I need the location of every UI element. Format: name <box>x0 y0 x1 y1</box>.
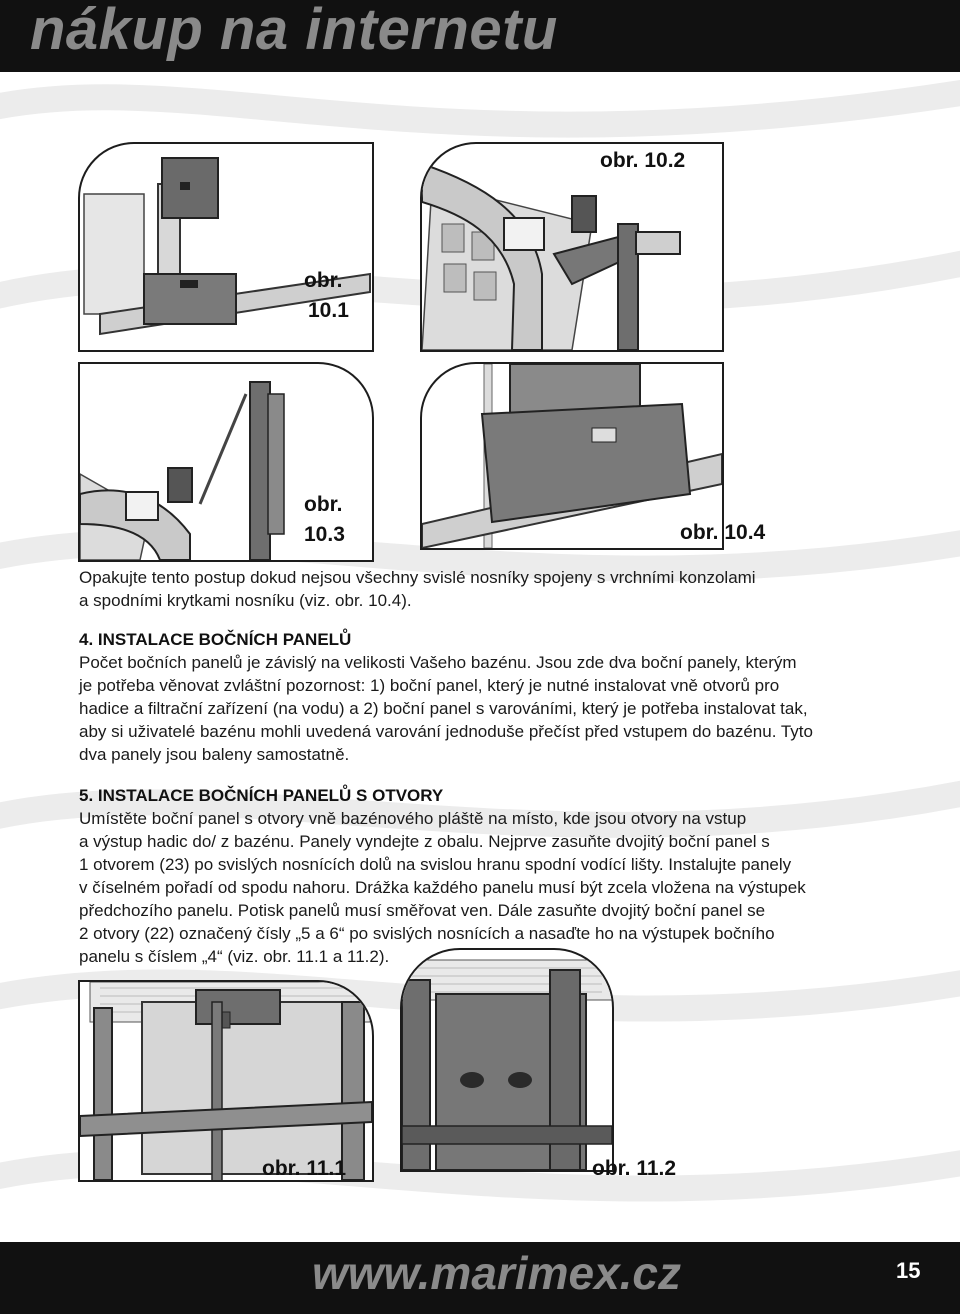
text-line: je potřeba věnovat zvláštní pozornost: 1) boční panel, který je nutné instalovat vně otvorů pro <box>79 676 780 695</box>
figure-11-1 <box>78 980 374 1182</box>
text-line: Opakujte tento postup dokud nejsou všechny svislé nosníky spojeny s vrchními konzolami <box>79 568 756 587</box>
text-line: předchozího panelu. Potisk panelů musí směřovat ven. Dále zasuňte dvojitý boční panel se <box>79 901 766 920</box>
text-line: dva panely jsou baleny samostatně. <box>79 745 350 764</box>
section-4-heading: 4. INSTALACE BOČNÍCH PANELŮ <box>79 630 352 649</box>
text-line: Počet bočních panelů je závislý na velikosti Vašeho bazénu. Jsou zde dva boční panely, kterým <box>79 653 797 672</box>
website-link[interactable]: www.marimex.cz <box>312 1247 682 1299</box>
text-line: a spodními krytkami nosníku (viz. obr. 10.4). <box>79 591 412 610</box>
figure-10-1-caption-line1: obr. <box>304 269 343 292</box>
text-line: a výstup hadic do/ z bazénu. Panely vyndejte z obalu. Nejprve zasuňte dvojitý boční panel s <box>79 832 770 851</box>
text-line: 1 otvorem (23) po svislých nosnících dolů na svislou hranu spodní vodící lišty. Instalujte panely <box>79 855 792 874</box>
section-5-heading: 5. INSTALACE BOČNÍCH PANELŮ S OTVORY <box>79 786 444 805</box>
text-line: panelu s číslem „4“ (viz. obr. 11.1 a 11.2). <box>79 947 390 966</box>
figure-10-1-caption-line2: 10.1 <box>308 299 349 322</box>
text-line: Umístěte boční panel s otvory vně bazénového pláště na místo, kde jsou otvory na vstup <box>79 809 747 828</box>
page-footer <box>0 1242 960 1314</box>
figure-10-4 <box>420 362 724 550</box>
text-line: aby si uživatelé bazénu mohli uvedená varování jednoduše přečíst před vstupem do bazénu. Tyto <box>79 722 813 741</box>
figure-11-1-caption: obr. 11.1 <box>262 1157 347 1180</box>
text-line: hadice a filtrační zařízení (na vodu) a 2) boční panel s varováními, který je potřeba instalovat tak, <box>79 699 808 718</box>
page-header <box>0 0 960 72</box>
section-4 <box>79 628 813 766</box>
section-5 <box>79 784 806 968</box>
paragraph-intro <box>79 566 756 612</box>
figure-10-4-caption: obr. 10.4 <box>680 521 766 544</box>
page-title: nákup na internetu <box>30 0 558 62</box>
text-line: 2 otvory (22) označený čísly „5 a 6“ po svislých nosnících a nasaďte ho na výstupek bočního <box>79 924 775 943</box>
figure-11-2 <box>400 948 614 1172</box>
figure-10-2-caption: obr. 10.2 <box>600 149 686 172</box>
figure-11-2-caption: obr. 11.2 <box>592 1157 677 1180</box>
figure-10-3-caption-line1: obr. <box>304 493 343 516</box>
figure-10-3-caption-line2: 10.3 <box>304 523 345 546</box>
page-number: 15 <box>896 1258 921 1283</box>
text-line: v číselném pořadí od spodu nahoru. Drážka každého panelu musí být zcela vložena na výstupek <box>79 878 806 897</box>
